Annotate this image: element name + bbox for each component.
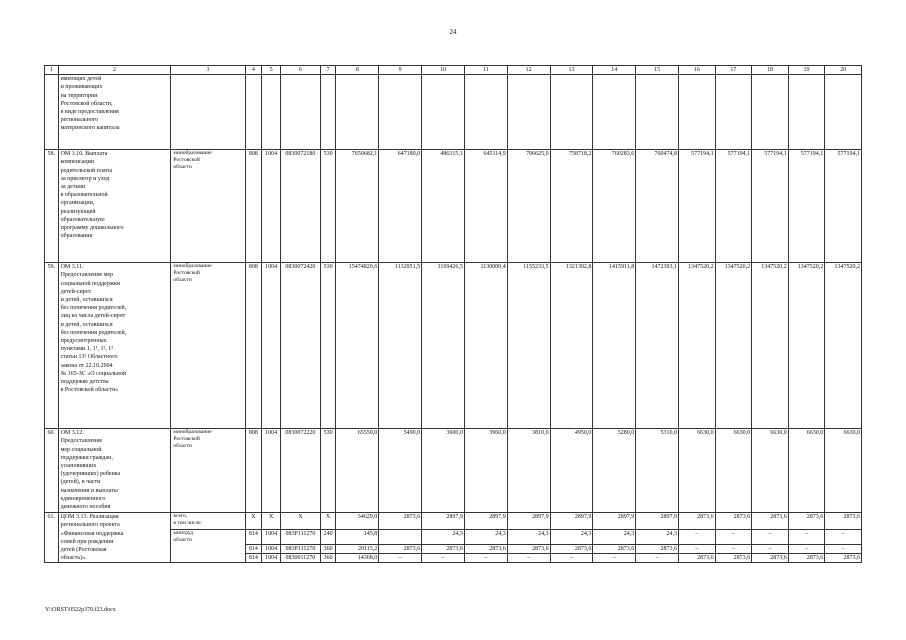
value-cell — [379, 530, 422, 545]
empty-cell — [336, 75, 379, 150]
value-cell: 1347520,2 — [715, 263, 752, 429]
rzpr-code: 1004 — [262, 150, 281, 263]
csr-code: X — [281, 513, 321, 530]
responsible-executor: минобразование Ростовской области — [171, 150, 245, 263]
rzpr-code: 1004 — [262, 530, 281, 545]
vr-code: X — [320, 513, 336, 530]
value-cell: 2873,6 — [715, 513, 752, 530]
header-cell: 8 — [336, 66, 379, 75]
row-number: 59. — [45, 263, 59, 429]
responsible-executor: всего, в том числе: — [171, 513, 245, 530]
value-cell: 2873,6 — [379, 545, 422, 554]
empty-cell — [379, 75, 422, 150]
value-cell: 24,3 — [593, 530, 636, 545]
value-cell: – — [825, 545, 862, 554]
table-row — [45, 150, 862, 263]
value-cell: 577194,1 — [752, 150, 789, 263]
header-cell: 9 — [379, 66, 422, 75]
value-cell: 647180,0 — [379, 150, 422, 263]
header-cell: 16 — [679, 66, 716, 75]
value-cell: 5490,0 — [379, 429, 422, 513]
grbs-code: X — [245, 513, 262, 530]
vr-code: 530 — [320, 263, 336, 429]
value-cell: 2873,6 — [507, 545, 550, 554]
value-cell: 760283,6 — [593, 150, 636, 263]
header-cell: 3 — [171, 66, 245, 75]
value-cell: 2897,9 — [636, 513, 679, 530]
csr-code: 083P111270 — [281, 530, 321, 545]
grbs-code: 808 — [245, 150, 262, 263]
empty-cell — [262, 75, 281, 150]
value-cell: 24,3 — [464, 530, 507, 545]
value-cell: 2873,6 — [464, 545, 507, 554]
value-cell: – — [715, 530, 752, 545]
value-cell: 2873,6 — [788, 554, 825, 563]
value-cell: 1130000,4 — [464, 263, 507, 429]
value-cell: 2873,6 — [715, 554, 752, 563]
csr-code: 0830011270 — [281, 554, 321, 563]
header-cell: 13 — [550, 66, 593, 75]
value-cell: – — [715, 545, 752, 554]
value-cell: 145,8 — [336, 530, 379, 545]
empty-cell — [281, 75, 321, 150]
value-cell: – — [679, 545, 716, 554]
value-cell: 2897,9 — [550, 513, 593, 530]
value-cell: 2873,6 — [825, 513, 862, 530]
value-cell: – — [825, 530, 862, 545]
value-cell: – — [507, 554, 550, 563]
grbs-code: 814 — [245, 554, 262, 563]
header-cell: 6 — [281, 66, 321, 75]
rzpr-code: 1004 — [262, 554, 281, 563]
value-cell: 2873,6 — [679, 554, 716, 563]
value-cell: – — [788, 530, 825, 545]
value-cell: 2873,6 — [752, 513, 789, 530]
value-cell: 24,3 — [422, 530, 465, 545]
value-cell: 6630,0 — [715, 429, 752, 513]
empty-cell — [464, 75, 507, 150]
value-cell: 2873,6 — [593, 545, 636, 554]
header-cell: 5 — [262, 66, 281, 75]
row-number: 60. — [45, 429, 59, 513]
budget-table — [44, 65, 862, 563]
vr-code: 360 — [320, 545, 336, 554]
value-cell: 2897,9 — [507, 513, 550, 530]
header-cell: 10 — [422, 66, 465, 75]
empty-cell — [825, 75, 862, 150]
header-cell: 11 — [464, 66, 507, 75]
value-cell: 2897,9 — [464, 513, 507, 530]
value-cell: – — [550, 554, 593, 563]
row-number — [45, 75, 59, 150]
value-cell: 6630,0 — [679, 429, 716, 513]
header-cell: 4 — [245, 66, 262, 75]
header-cell: 17 — [715, 66, 752, 75]
grbs-code: 814 — [245, 530, 262, 545]
value-cell: 577194,1 — [715, 150, 752, 263]
value-cell: 2873,6 — [636, 545, 679, 554]
header-row — [45, 66, 862, 75]
measure-name: ОМ 3.12. Предоставление мер социальной поддержки граждан, усыновивших (удочеривших) ребенка (детей), в части назначения и выплаты единовременного денежного пособия — [58, 429, 171, 513]
empty-cell — [245, 75, 262, 150]
value-cell: 2897,9 — [422, 513, 465, 530]
value-cell: – — [422, 554, 465, 563]
rzpr-code: X — [262, 513, 281, 530]
value-cell: – — [752, 545, 789, 554]
table-row — [45, 263, 862, 429]
value-cell: 24,3 — [550, 530, 593, 545]
header-cell: 15 — [636, 66, 679, 75]
value-cell: 706625,0 — [507, 150, 550, 263]
value-cell: 1347520,2 — [825, 263, 862, 429]
empty-cell — [422, 75, 465, 150]
empty-cell — [507, 75, 550, 150]
value-cell: 1347520,2 — [752, 263, 789, 429]
footer-file-path: Y:\ORST\0522p370.f23.docx — [45, 607, 116, 613]
value-cell: 1415911,8 — [593, 263, 636, 429]
value-cell: 2873,6 — [825, 554, 862, 563]
value-cell: 24,3 — [636, 530, 679, 545]
csr-code: 0830072220 — [281, 429, 321, 513]
value-cell: – — [379, 554, 422, 563]
empty-cell — [715, 75, 752, 150]
responsible-executor: минобразование Ростовской области — [171, 429, 245, 513]
header-cell: 14 — [593, 66, 636, 75]
value-cell: 577194,1 — [788, 150, 825, 263]
page-number: 24 — [449, 28, 457, 36]
header-cell: 1 — [45, 66, 59, 75]
value-cell: 1155233,5 — [507, 263, 550, 429]
empty-cell — [752, 75, 789, 150]
value-cell: 2873,6 — [752, 554, 789, 563]
value-cell: – — [593, 554, 636, 563]
value-cell: 65550,0 — [336, 429, 379, 513]
vr-code: 530 — [320, 150, 336, 263]
value-cell: 3960,0 — [464, 429, 507, 513]
value-cell: – — [752, 530, 789, 545]
value-cell: 24,3 — [507, 530, 550, 545]
measure-name: имеющих детей и проживающих на территории Ростовской области, в виде предоставления регионального материнского капитала — [58, 75, 171, 150]
value-cell: 486315,1 — [422, 150, 465, 263]
value-cell: 7650682,1 — [336, 150, 379, 263]
responsible-executor: минтруд области — [171, 530, 245, 563]
value-cell: 4950,0 — [550, 429, 593, 513]
value-cell: – — [788, 545, 825, 554]
value-cell: 6630,0 — [825, 429, 862, 513]
value-cell: 1347520,2 — [788, 263, 825, 429]
value-cell: 14368,0 — [336, 554, 379, 563]
value-cell: 758718,2 — [550, 150, 593, 263]
grbs-code: 814 — [245, 545, 262, 554]
table-row — [45, 513, 862, 530]
value-cell: 5310,0 — [636, 429, 679, 513]
row-number: 58. — [45, 150, 59, 263]
rzpr-code: 1004 — [262, 429, 281, 513]
value-cell: 1347520,2 — [679, 263, 716, 429]
rzpr-code: 1004 — [262, 545, 281, 554]
row-number: 61. — [45, 513, 59, 563]
csr-code: 0830072180 — [281, 150, 321, 263]
value-cell: 15474820,6 — [336, 263, 379, 429]
vr-code: 530 — [320, 429, 336, 513]
value-cell: 577194,1 — [679, 150, 716, 263]
value-cell: 2897,9 — [593, 513, 636, 530]
header-cell: 19 — [788, 66, 825, 75]
header-cell: 12 — [507, 66, 550, 75]
value-cell: 2873,6 — [788, 513, 825, 530]
header-cell: 7 — [320, 66, 336, 75]
table-row — [45, 429, 862, 513]
header-cell: 20 — [825, 66, 862, 75]
value-cell: 1132951,5 — [379, 263, 422, 429]
grbs-code: 808 — [245, 429, 262, 513]
csr-code: 083P111270 — [281, 545, 321, 554]
value-cell: 34629,0 — [336, 513, 379, 530]
value-cell: – — [636, 554, 679, 563]
value-cell: 1472393,1 — [636, 263, 679, 429]
vr-code: 240 — [320, 530, 336, 545]
measure-name: ЦОМ 3.13. Реализация регионального проекта «Финансовая поддержка семей при рождении детей (Ростовская область)». — [58, 513, 171, 563]
empty-cell — [550, 75, 593, 150]
empty-cell — [171, 75, 245, 150]
value-cell: 1321302,8 — [550, 263, 593, 429]
measure-name: ОМ 3.10. Выплата компенсации родительской платы за присмотр и уход за детьми в образовательной организации, реализующей образовательную программу дошкольного образования — [58, 150, 171, 263]
value-cell: – — [464, 554, 507, 563]
value-cell: 20115,2 — [336, 545, 379, 554]
grbs-code: 808 — [245, 263, 262, 429]
value-cell: 2873,6 — [422, 545, 465, 554]
value-cell: 2873,6 — [550, 545, 593, 554]
responsible-executor: минобразование Ростовской области — [171, 263, 245, 429]
value-cell: – — [679, 530, 716, 545]
header-cell: 18 — [752, 66, 789, 75]
value-cell: 2873,6 — [379, 513, 422, 530]
value-cell: 3810,0 — [507, 429, 550, 513]
value-cell: 6630,0 — [752, 429, 789, 513]
value-cell: 1169426,5 — [422, 263, 465, 429]
empty-cell — [593, 75, 636, 150]
value-cell: 760474,8 — [636, 150, 679, 263]
csr-code: 0830072420 — [281, 263, 321, 429]
empty-cell — [679, 75, 716, 150]
value-cell: 3600,0 — [422, 429, 465, 513]
header-cell: 2 — [58, 66, 171, 75]
rzpr-code: 1004 — [262, 263, 281, 429]
empty-cell — [636, 75, 679, 150]
value-cell: 577194,1 — [825, 150, 862, 263]
empty-cell — [788, 75, 825, 150]
vr-code: 360 — [320, 554, 336, 563]
empty-cell — [320, 75, 336, 150]
value-cell: 5280,0 — [593, 429, 636, 513]
value-cell: 2873,6 — [679, 513, 716, 530]
table-row — [45, 75, 862, 150]
measure-name: ОМ 3.11. Предоставление мер социальной поддержки детей-сирот и детей, оставшихся без попечения родителей, лиц из числа детей-сирот и детей, оставшихся без попечения родителей, предусмотренных пунктами 1, 1¹, 1², 1³ статьи 13² Областного закона от 22.10.2004 № 165-ЗС «О социальной поддержке детства в Ростовской области» — [58, 263, 171, 429]
value-cell: 6630,0 — [788, 429, 825, 513]
value-cell: 645114,9 — [464, 150, 507, 263]
